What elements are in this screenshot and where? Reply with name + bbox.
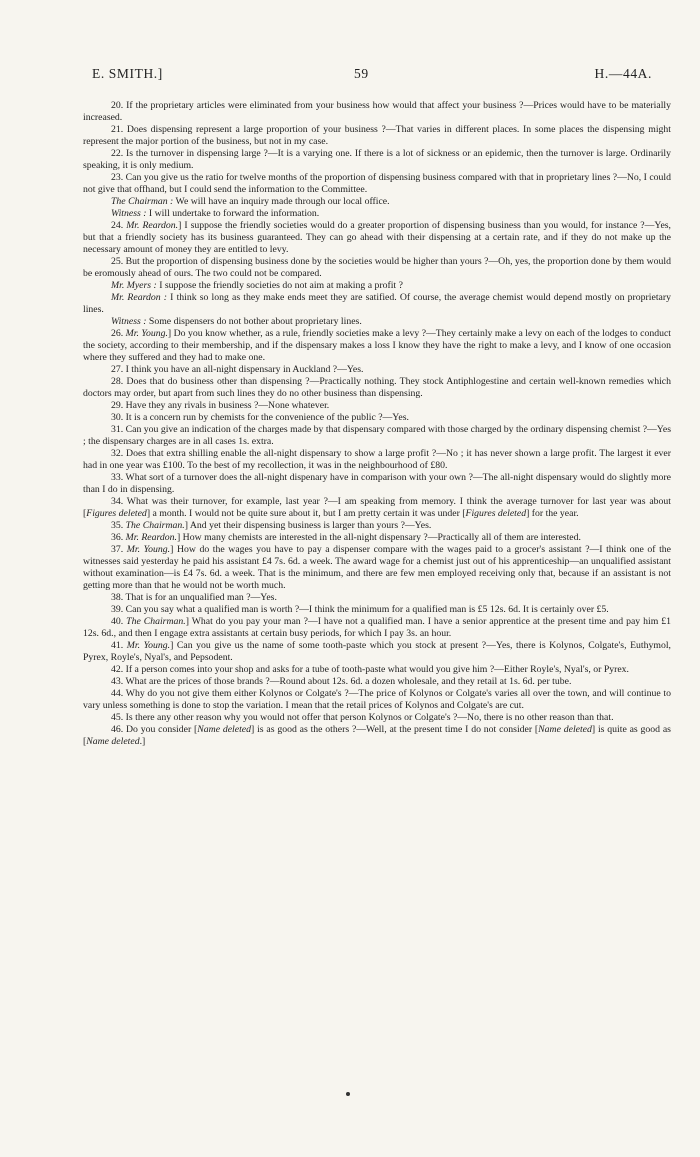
page-header — [92, 66, 652, 84]
transcript-paragraph — [83, 520, 671, 532]
paragraph-text: 43. What are the prices of those brands ?—Round about 12s. 6d. a dozen wholesale, and they retail at 1s. 6d. per tube. — [111, 676, 572, 687]
paragraph-text: I think so long as they make ends meet they are satified. Of course, the average chemist would depend mostly on proprietary lines. — [83, 292, 671, 315]
paragraph-text: 41. — [111, 640, 127, 651]
paragraph-text: .] — [139, 736, 146, 747]
paragraph-text: ] is quite as good as [ — [83, 724, 671, 747]
paragraph-text: ] is as good as the others ?—Well, at the present time I do not consider [ — [251, 724, 539, 735]
transcript-paragraph — [83, 640, 671, 664]
transcript-paragraph — [83, 712, 671, 724]
page-dot — [346, 1092, 350, 1096]
transcript-paragraph — [83, 400, 671, 412]
transcript-paragraph — [83, 196, 671, 208]
transcript-paragraph — [83, 604, 671, 616]
transcript-paragraph — [83, 292, 671, 316]
paragraph-text: 36. — [111, 532, 126, 543]
transcript-paragraph — [83, 412, 671, 424]
speaker-or-deletion-text: Figures deleted — [86, 508, 147, 519]
paragraph-text: 33. What sort of a turnover does the all-night dispenary have in comparison with your own ?—The all-night dispensary would do slightly more than I do in dispensing. — [83, 472, 671, 495]
transcript-paragraph — [83, 532, 671, 544]
paragraph-text: We will have an inquiry made through our local office. — [173, 196, 390, 207]
page-number: 59 — [354, 66, 369, 81]
paragraph-text: ] How do the wages you have to pay a dispenser compare with the wages paid to a grocer's assistant ?—I think one of the witnesses said yesterday he paid his assistant £4 7s. 6d. a week. The award wage for a chemist just out of his apprenticeship—an unqualified assistant without examination—is £4 7s. 6d. a week. That is the minimum, and there are few men employed receiving only that, because if an assistant is not getting more than that he would not be worth much. — [83, 544, 671, 591]
paragraph-text: 42. If a person comes into your shop and asks for a tube of tooth-paste what would you give him ?—Either Royle's, Nyal's, or Pyrex. — [111, 664, 629, 675]
transcript-paragraph — [83, 472, 671, 496]
speaker-or-deletion-text: Witness : — [111, 208, 147, 219]
paragraph-text: ] And yet their dispensing business is larger than yours ?—Yes. — [184, 520, 432, 531]
transcript-paragraph — [83, 592, 671, 604]
transcript-paragraph — [83, 664, 671, 676]
paragraph-text: 29. Have they any rivals in business ?—None whatever. — [111, 400, 330, 411]
speaker-or-deletion-text: The Chairman : — [111, 196, 174, 207]
transcript-paragraph — [83, 220, 671, 256]
speaker-or-deletion-text: Witness : — [111, 316, 147, 327]
transcript-paragraph — [83, 676, 671, 688]
paragraph-text: 26. — [111, 328, 126, 339]
paragraph-text: ] I suppose the friendly societies would do a greater proportion of dispensing business than you would, for instance ?—Yes, but that a friendly society has its business guaranteed. They can go ahead with their dispensing at a certain rate, and if they do not make up the necessary amount of money they are entitled to levy. — [83, 220, 671, 255]
speaker-or-deletion-text: Name deleted — [86, 736, 140, 747]
speaker-or-deletion-text: Name deleted — [538, 724, 592, 735]
transcript-paragraph — [83, 364, 671, 376]
paragraph-text: 22. Is the turnover in dispensing large ?—It is a varying one. If there is a lot of sickness or an epidemic, then the turnover is large. Ordinarily speaking, it is only medium. — [83, 148, 671, 171]
transcript-paragraph — [83, 124, 671, 148]
header-witness-name: E. SMITH.] — [92, 66, 163, 81]
transcript-paragraph — [83, 688, 671, 712]
paragraph-text: 21. Does dispensing represent a large proportion of your business ?—That varies in different places. In some places the dispensing might represent the major portion of the business, but not in my case. — [83, 124, 671, 147]
paragraph-text: I will undertake to forward the information. — [146, 208, 320, 219]
paragraph-text: 25. But the proportion of dispensing business done by the societies would be higher than yours ?—Oh, yes, the proportion done by them would be eromously ahead of ours. The two could not be compared. — [83, 256, 671, 279]
transcript-paragraph — [83, 376, 671, 400]
paragraph-text: 34. What was their turnover, for example, last year ?—I am speaking from memory. I think the average turnover for last year was about [ — [83, 496, 671, 519]
paragraph-text: Some dispensers do not bother about proprietary lines. — [146, 316, 362, 327]
transcript-paragraph — [83, 724, 671, 748]
paragraph-text: ] for the year. — [526, 508, 579, 519]
transcript-paragraph — [83, 328, 671, 364]
paragraph-text: ] What do you pay your man ?—I have not a qualified man. I have a senior apprentice at the present time and pay him £1 12s. 6d., and then I engage extra assistants at certain busy periods, for which I pay 3s. an hour. — [83, 616, 671, 639]
transcript-paragraph — [83, 616, 671, 640]
speaker-or-deletion-text: The Chairman. — [125, 520, 185, 531]
speaker-or-deletion-text: Mr. Reardon. — [125, 532, 177, 543]
paragraph-text: 35. — [111, 520, 126, 531]
transcript-paragraph — [83, 544, 671, 592]
transcript-paragraph — [83, 424, 671, 448]
paragraph-text: 44. Why do you not give them either Kolynos or Colgate's ?—The price of Kolynos or Colgate's varies all over the town, and will continue to vary unless something is done to stop the variation. I mean that the retail prices of Kolynos and Colgate's are cut. — [83, 688, 671, 711]
transcript-paragraph — [83, 496, 671, 520]
speaker-or-deletion-text: Mr. Reardon : — [111, 292, 168, 303]
transcript-paragraph — [83, 256, 671, 280]
paragraph-text: I suppose the friendly societies do not aim at making a profit ? — [156, 280, 403, 291]
transcript-paragraph — [83, 280, 671, 292]
paragraph-text: 27. I think you have an all-night dispensary in Auckland ?—Yes. — [111, 364, 364, 375]
paragraph-text: 20. If the proprietary articles were eliminated from your business how would that affect your business ?—Prices would have to be materially increased. — [83, 100, 671, 123]
paragraph-text: 40. — [111, 616, 127, 627]
speaker-or-deletion-text: Name deleted — [197, 724, 251, 735]
speaker-or-deletion-text: Mr. Young. — [126, 544, 171, 555]
paragraph-text: ] Can you give us the name of some tooth-paste which you stock at present ?—Yes, there is Kolynos, Colgate's, Euthymol, Pyrex, Royle's, Nyal's, and Pepsodent. — [83, 640, 671, 663]
transcript-paragraph — [83, 316, 671, 328]
transcript-paragraph — [83, 448, 671, 472]
paragraph-text: 30. It is a concern run by chemists for the convenience of the public ?—Yes. — [111, 412, 409, 423]
paragraph-text: ] How many chemists are interested in the all-night dispensary ?—Practically all of them are interested. — [177, 532, 581, 543]
paragraph-text: 39. Can you say what a qualified man is worth ?—I think the minimum for a qualified man is £5 12s. 6d. It is certainly over £5. — [111, 604, 609, 615]
transcript-paragraph — [83, 148, 671, 172]
speaker-or-deletion-text: Mr. Myers : — [111, 280, 157, 291]
paragraph-text: 38. That is for an unqualified man ?—Yes. — [111, 592, 277, 603]
paragraph-text: 31. Can you give an indication of the charges made by that dispensary compared with those charged by the ordinary dispensing chemist ?—Yes ; the dispensary charges are in all cases 1s. extra. — [83, 424, 671, 447]
document-reference: H.—44A. — [594, 66, 652, 81]
paragraph-text: ] Do you know whether, as a rule, friendly societies make a levy ?—They certainly make a levy on each of the lodges to conduct the society, according to their membership, and if the dispensary makes a loss I know they have the right to make a levy, and I know of one occasion where they suffered and they had to make one. — [83, 328, 671, 363]
transcript-body — [83, 100, 671, 748]
transcript-paragraph — [83, 208, 671, 220]
paragraph-text: 32. Does that extra shilling enable the all-night dispensary to show a large profit ?—No ; it has never shown a large profit. The largest it ever had in one year was £100. To the best of my recollection, it was in the neighbourhood of £80. — [83, 448, 671, 471]
transcript-paragraph — [83, 172, 671, 196]
transcript-paragraph — [83, 100, 671, 124]
paragraph-text: 37. — [111, 544, 127, 555]
paragraph-text: 24. — [111, 220, 127, 231]
paragraph-text: 45. Is there any other reason why you would not offer that person Kolynos or Colgate's ?—No, there is no other reason than that. — [111, 712, 614, 723]
speaker-or-deletion-text: Mr. Young. — [125, 328, 168, 339]
paragraph-text: 28. Does that do business other than dispensing ?—Practically nothing. They stock Antiphlogestine and certain well-known remedies which doctors may order, but apart from such lines they do no other business than dispensing. — [83, 376, 671, 399]
speaker-or-deletion-text: The Chairman. — [126, 616, 186, 627]
speaker-or-deletion-text: Mr. Young. — [126, 640, 171, 651]
speaker-or-deletion-text: Figures deleted — [465, 508, 527, 519]
speaker-or-deletion-text: Mr. Reardon. — [126, 220, 179, 231]
paragraph-text: 46. Do you consider [ — [111, 724, 198, 735]
paragraph-text: ] a month. I would not be quite sure about it, but I am pretty certain it was under [ — [146, 508, 466, 519]
paragraph-text: 23. Can you give us the ratio for twelve months of the proportion of dispensing business compared with that in proprietary lines ?—No, I could not give that offhand, but I could send the information to the Committee. — [83, 172, 671, 195]
